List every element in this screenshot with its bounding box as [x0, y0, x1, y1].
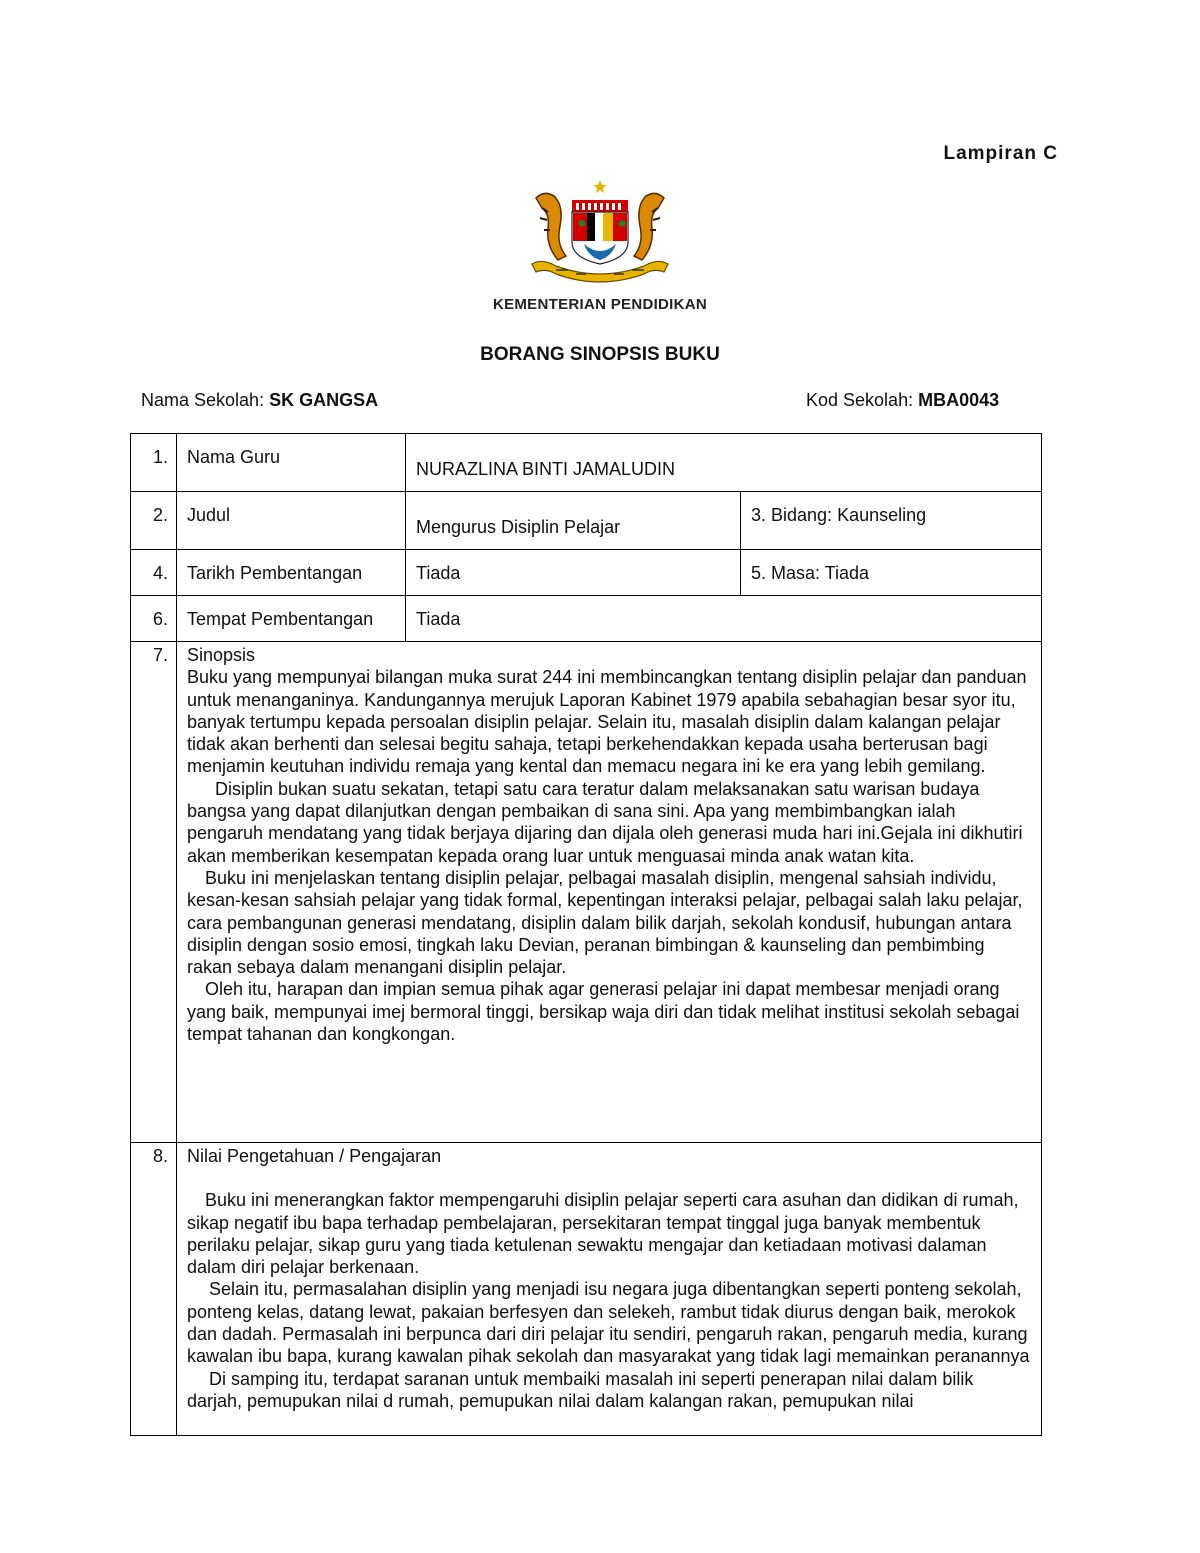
coat-of-arms-logo — [526, 178, 674, 290]
values-heading: Nilai Pengetahuan / Pengajaran — [187, 1146, 442, 1166]
row-number: 1. — [131, 434, 177, 492]
row-number: 8. — [131, 1143, 177, 1436]
table-row — [131, 1143, 1042, 1436]
school-name-value: SK GANGSA — [269, 390, 379, 410]
row-number: 7. — [131, 642, 177, 1143]
table-row — [131, 596, 1042, 642]
row-number: 2. — [131, 492, 177, 550]
table-row — [131, 434, 1042, 492]
synopsis-heading: Sinopsis — [187, 645, 256, 665]
synopsis-cell — [177, 642, 1042, 1143]
synopsis-paragraph: Disiplin bukan suatu sekatan, tetapi satu cara teratur dalam melaksanakan satu warisan budaya bangsa yang dapat dilanjutkan dengan pembaikan di sana sini. Apa yang membimbangkan ialah pengaruh mendatang yang tidak berjaya dijaring dan dijala oleh generasi muda hari ini.Gejala ini dikhutiri akan memberikan kesempatan kepada orang luar untuk menguasai minda anak watan kita. — [187, 778, 1023, 866]
row-number: 6. — [131, 596, 177, 642]
time-value: 5. Masa: Tiada — [741, 550, 1042, 596]
values-paragraph: Di samping itu, terdapat saranan untuk membaiki masalah ini seperti penerapan nilai dalam bilik darjah, pemupukan nilai d rumah, pemupukan nilai dalam kalangan rakan, pemupukan nilai — [187, 1368, 974, 1411]
synopsis-form-table — [130, 433, 1042, 1436]
title-value: Mengurus Disiplin Pelajar — [406, 492, 741, 550]
lampiran-label: Lampiran C — [943, 143, 1058, 164]
date-label: Tarikh Pembentangan — [177, 550, 406, 596]
venue-value: Tiada — [406, 596, 1042, 642]
synopsis-paragraph: Buku yang mempunyai bilangan muka surat 244 ini membincangkan tentang disiplin pelajar dan panduan untuk menanganinya. Kandungannya merujuk Laporan Kabinet 1979 apabila sebahagian besar syor itu, banyak tertumpu kepada persoalan disiplin pelajar. Selain itu, masalah disiplin dalam kalangan pelajar tidak akan berhenti dan selesai begitu sahaja, tetapi berkehendakkan kepada usaha berterusan bagi menjamin keutuhan individu remaja yang kental dan memacu negara ini ke era yang lebih gemilang. — [187, 667, 1027, 777]
school-name-label: Nama Sekolah: — [141, 390, 270, 410]
title-label: Judul — [177, 492, 406, 550]
venue-label: Tempat Pembentangan — [177, 596, 406, 642]
row-number: 4. — [131, 550, 177, 596]
school-code-value: MBA0043 — [918, 390, 1000, 410]
values-paragraph: Selain itu, permasalahan disiplin yang menjadi isu negara juga dibentangkan seperti ponteng sekolah, ponteng kelas, datang lewat, pakaian berfesyen dan selekeh, rambut tidak diurus dengan baik, merokok dan dadah. Permasalah ini berpunca dari diri pelajar itu sendiri, pengaruh rakan, pengaruh media, kurang kawalan ibu bapa, kurang kawalan pihak sekolah dan masyarakat yang tidak lagi memainkan peranannya — [187, 1279, 1030, 1367]
field-value: 3. Bidang: Kaunseling — [741, 492, 1042, 550]
teacher-name-label: Nama Guru — [177, 434, 406, 492]
school-name — [141, 390, 378, 411]
table-row — [131, 492, 1042, 550]
ministry-name: KEMENTERIAN PENDIDIKAN — [492, 296, 708, 313]
form-title: BORANG SINOPSIS BUKU — [480, 344, 720, 365]
table-row — [131, 642, 1042, 1143]
values-cell — [177, 1143, 1042, 1436]
school-code-label: Kod Sekolah: — [806, 390, 919, 410]
values-paragraph: Buku ini menerangkan faktor mempengaruhi disiplin pelajar seperti cara asuhan dan didikan di rumah, sikap negatif ibu bapa terhadap pembelajaran, persekitaran tempat tinggal juga banyak membentuk perilaku pelajar, sikap guru yang tiada ketulenan sewaktu mengajar dan ketiadaan motivasi dalaman dalam diri pelajar berkenaan. — [187, 1190, 1019, 1278]
teacher-name-value: NURAZLINA BINTI JAMALUDIN — [406, 434, 1042, 492]
synopsis-paragraph: Oleh itu, harapan dan impian semua pihak agar generasi pelajar ini dapat membesar menjadi orang yang baik, mempunyai imej bermoral tinggi, bersikap waja diri dan tidak melihat institusi sekolah sebagai tempat tahanan dan kongkongan. — [187, 979, 1020, 1045]
date-value: Tiada — [406, 550, 741, 596]
table-row — [131, 550, 1042, 596]
school-code — [806, 390, 999, 411]
synopsis-paragraph: Buku ini menjelaskan tentang disiplin pelajar, pelbagai masalah disiplin, mengenal sahsiah individu, kesan-kesan sahsiah pelajar yang tidak formal, kepentingan interaksi pelajar, pelbagai salah laku pelajar, cara pembangunan generasi mendatang, disiplin dalam bilik darjah, sekolah kondusif, hubungan antara disiplin dengan sosio emosi, tingkah laku Devian, peranan bimbingan & kaunseling dan pembimbing rakan sebaya dalam menangani disiplin pelajar. — [187, 867, 1023, 978]
